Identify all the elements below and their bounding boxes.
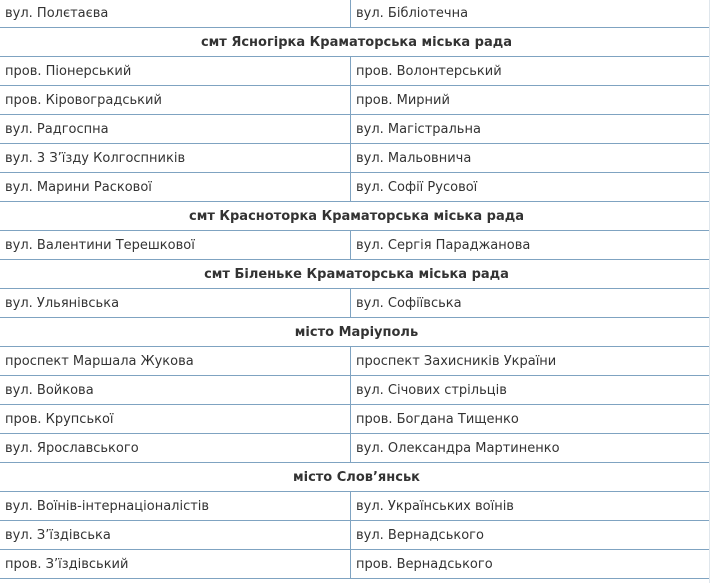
table-row	[0, 86, 710, 115]
table-row	[0, 57, 710, 86]
section-header-row	[0, 202, 710, 231]
old-street-name-cell: вул. Воїнів-інтернаціоналістів	[0, 492, 351, 521]
section-header-row	[0, 463, 710, 492]
table-row	[0, 521, 710, 550]
table-row	[0, 376, 710, 405]
section-title: місто Слов’янськ	[0, 463, 710, 492]
section-title: смт Красноторка Краматорська міська рада	[0, 202, 710, 231]
old-street-name-cell: вул. Радгоспна	[0, 115, 351, 144]
table-row	[0, 492, 710, 521]
new-street-name-cell: вул. Магістральна	[351, 115, 710, 144]
table-row	[0, 0, 710, 28]
new-street-name-cell: вул. Софії Русової	[351, 173, 710, 202]
table-row	[0, 115, 710, 144]
new-street-name-cell: вул. Софіївська	[351, 289, 710, 318]
old-street-name-cell: пров. Кіровоградський	[0, 86, 351, 115]
new-street-name-cell: вул. Вернадського	[351, 521, 710, 550]
section-title: смт Біленьке Краматорська міська рада	[0, 260, 710, 289]
new-street-name-cell: вул. Українських воїнів	[351, 492, 710, 521]
table-row	[0, 434, 710, 463]
section-title: смт Ясногірка Краматорська міська рада	[0, 28, 710, 57]
old-street-name-cell: вул. Ярославського	[0, 434, 351, 463]
table-row	[0, 405, 710, 434]
new-street-name-cell: пров. Вернадського	[351, 550, 710, 579]
new-street-name-cell: вул. Мальовнича	[351, 144, 710, 173]
section-header-row	[0, 318, 710, 347]
old-street-name-cell: пров. Крупської	[0, 405, 351, 434]
old-street-name-cell: вул. Валентини Терешкової	[0, 231, 351, 260]
section-title: місто Маріуполь	[0, 318, 710, 347]
new-street-name-cell: вул. Січових стрільців	[351, 376, 710, 405]
old-street-name-cell: проспект Маршала Жукова	[0, 347, 351, 376]
old-street-name-cell: вул. Полєтаєва	[0, 0, 351, 28]
new-street-name-cell: пров. Богдана Тищенко	[351, 405, 710, 434]
new-street-name-cell: проспект Захисників України	[351, 347, 710, 376]
table-row	[0, 289, 710, 318]
new-street-name-cell: пров. Мирний	[351, 86, 710, 115]
table-row	[0, 173, 710, 202]
table-row	[0, 231, 710, 260]
old-street-name-cell: вул. 3 З’їзду Колгоспників	[0, 144, 351, 173]
old-street-name-cell: пров. Піонерський	[0, 57, 351, 86]
table-row	[0, 347, 710, 376]
new-street-name-cell: вул. Сергія Параджанова	[351, 231, 710, 260]
old-street-name-cell: вул. Марини Раскової	[0, 173, 351, 202]
old-street-name-cell: пров. З’їздівський	[0, 550, 351, 579]
old-street-name-cell: вул. Войкова	[0, 376, 351, 405]
section-header-row	[0, 28, 710, 57]
old-street-name-cell: вул. Ульянівська	[0, 289, 351, 318]
section-header-row	[0, 260, 710, 289]
table-row	[0, 144, 710, 173]
new-street-name-cell: вул. Бібліотечна	[351, 0, 710, 28]
new-street-name-cell: пров. Волонтерський	[351, 57, 710, 86]
new-street-name-cell: вул. Олександра Мартиненко	[351, 434, 710, 463]
table-row	[0, 550, 710, 579]
old-street-name-cell: вул. З’їздівська	[0, 521, 351, 550]
